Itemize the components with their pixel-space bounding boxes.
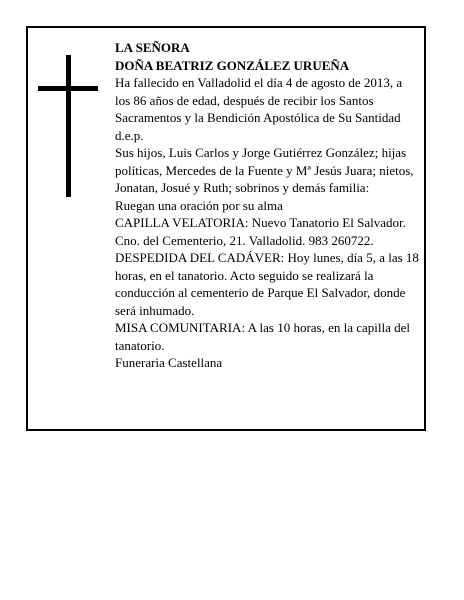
family-list: Sus hijos, Luis Carlos y Jorge Gutiérrez González; hijas políticas, Mercedes de la Fuente y Mª Jesús Juara; nietos, Jonatan, Josué y Ruth; sobrinos y demás familia: — [115, 145, 414, 195]
cross-icon — [38, 55, 98, 197]
prayer-request: Ruegan una oración por su alma — [115, 197, 283, 213]
farewell-info: DESPEDIDA DEL CADÁVER: Hoy lunes, día 5, a las 18 horas, en el tanatorio. Acto seguido se realizará la conducción al cementerio de Parque El Salvador, donde será inhumado. — [115, 250, 419, 318]
chapel-info: CAPILLA VELATORIA: Nuevo Tanatorio El Salvador. Cno. del Cementerio, 21. Valladolid. 983 260722. — [115, 215, 406, 248]
funeral-home: Funeraria Castellana — [115, 355, 223, 370]
obituary-text — [115, 39, 420, 372]
death-statement: Ha fallecido en Valladolid el día 4 de agosto de 2013, a los 86 años de edad, después de recibir los Santos Sacramentos y la Bendición Apostólica de Su Santidad d.e.p. — [115, 75, 403, 143]
deceased-name: DOÑA BEATRIZ GONZÁLEZ URUEÑA — [115, 57, 350, 73]
mass-info: MISA COMUNITARIA: A las 10 horas, en la capilla del tanatorio. — [115, 320, 411, 353]
cross-horizontal-bar — [38, 86, 98, 91]
heading-title: LA SEÑORA — [115, 40, 190, 55]
obituary-notice — [26, 26, 426, 431]
cross-vertical-bar — [66, 55, 71, 197]
